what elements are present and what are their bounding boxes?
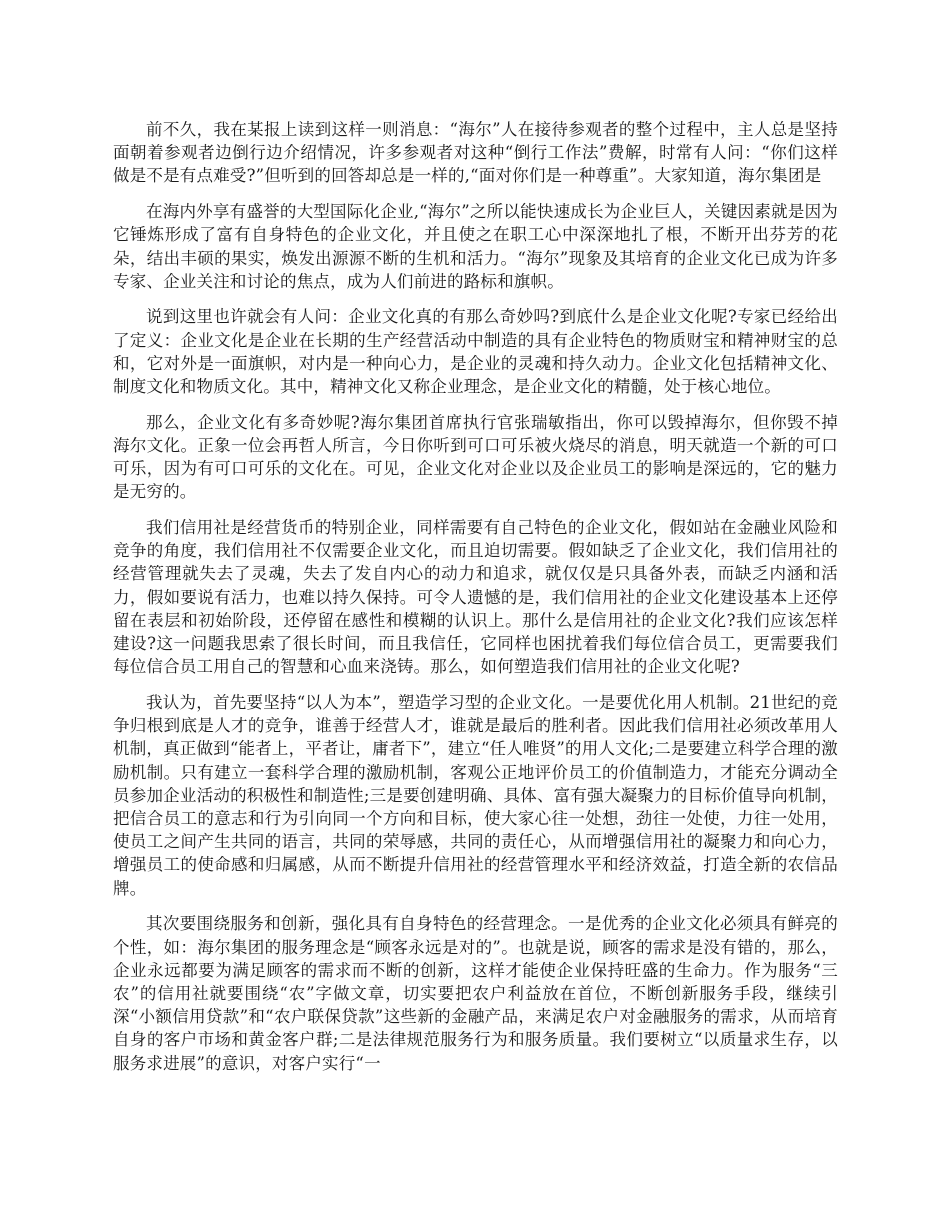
paragraph-3: 说到这里也许就会有人问：企业文化真的有那么奇妙吗?到底什么是企业文化呢?专家已经给出了定义：企业文化是企业在长期的生产经营活动中制造的具有企业特色的物质财宝和精神财宝的总和，它对外是一面旗帜，对内是一种向心力，是企业的灵魂和持久动力。企业文化包括精神文化、制度文化和物质文化。其中，精神文化又称企业理念，是企业文化的精髓，处于核心地位。 <box>113 307 838 397</box>
paragraph-2: 在海内外享有盛誉的大型国际化企业,“海尔”之所以能快速成长为企业巨人，关键因素就是因为它锤炼形成了富有自身特色的企业文化，并且使之在职工心中深深地扎了根，不断开出芬芳的花朵，结出丰硕的果实，焕发出源源不断的生机和活力。“海尔”现象及其培育的企业文化已成为许多专家、企业关注和讨论的焦点，成为人们前进的路标和旗帜。 <box>113 202 838 291</box>
paragraph-4: 那么，企业文化有多奇妙呢?海尔集团首席执行官张瑞敏指出，你可以毁掉海尔，但你毁不掉海尔文化。正象一位会再哲人所言，今日你听到可口可乐被火烧尽的消息，明天就造一个新的可口可乐，因为有可口可乐的文化在。可见，企业文化对企业以及企业员工的影响是深远的，它的魅力是无穷的。 <box>113 412 838 502</box>
paragraph-6: 我认为，首先要坚持“以人为本”，塑造学习型的企业文化。一是要优化用人机制。21世纪的竞争归根到底是人才的竞争，谁善于经营人才，谁就是最后的胜利者。因此我们信用社必须改革用人机制，真正做到“能者上，平者让，庸者下”，建立“任人唯贤”的用人文化;二是要建立科学合理的激励机制。只有建立一套科学合理的激励机制，客观公正地评价员工的价值制造力，才能充分调动全员参加企业活动的积极性和制造性;三是要创建明确、具体、富有强大凝聚力的目标价值导向机制，把信合员工的意志和行为引向同一个方向和目标，使大家心往一处想，劲往一处使，力往一处用，使员工之间产生共同的语言，共同的荣辱感，共同的责任心，从而增强信用社的凝聚力和向心力，增强员工的使命感和归属感，从而不断提升信用社的经营管理水平和经济效益，打造全新的农信品牌。 <box>113 692 839 898</box>
document-body <box>113 118 838 1087</box>
paragraph-1: 前不久，我在某报上读到这样一则消息：“海尔”人在接待参观者的整个过程中，主人总是坚持面朝着参观者边倒行边介绍情况，许多参观者对这种“倒行工作法”费解，时常有人问：“你们这样做是不是有点难受?”但听到的回答却总是一样的,“面对你们是一种尊重”。大家知道，海尔集团是 <box>113 120 838 186</box>
paragraph-7: 其次要围绕服务和创新，强化具有自身特色的经营理念。一是优秀的企业文化必须具有鲜亮的个性，如：海尔集团的服务理念是“顾客永远是对的”。也就是说，顾客的需求是没有错的，那么，企业永远都要为满足顾客的需求而不断的创新，这样才能使企业保持旺盛的生命力。作为服务“三农”的信用社就要围绕“农”字做文章，切实要把农户利益放在首位，不断创新服务手段，继续引深“小额信用贷款”和“农户联保贷款”这些新的金融产品，来满足农户对金融服务的需求，从而培育自身的客户市场和黄金客户群;二是法律规范服务行为和服务质量。我们要树立“以质量求生存，以服务求进展”的意识，对客户实行“一 <box>113 914 838 1073</box>
paragraph-5: 我们信用社是经营货币的特别企业，同样需要有自己特色的企业文化，假如站在金融业风险和竞争的角度，我们信用社不仅需要企业文化，而且迫切需要。假如缺乏了企业文化，我们信用社的经营管理就失去了灵魂，失去了发自内心的动力和追求，就仅仅是只具备外表，而缺乏内涵和活力，假如要说有活力，也难以持久保持。可令人遗憾的是，我们信用社的企业文化建设基本上还停留在表层和初始阶段，还停留在感性和模糊的认识上。那什么是信用社的企业文化?我们应该怎样建设?这一问题我思索了很长时间，而且我信任，它同样也困扰着我们每位信合员工，更需要我们每位信合员工用自己的智慧和心血来浇铸。那么，如何塑造我们信用社的企业文化呢? <box>113 518 838 677</box>
